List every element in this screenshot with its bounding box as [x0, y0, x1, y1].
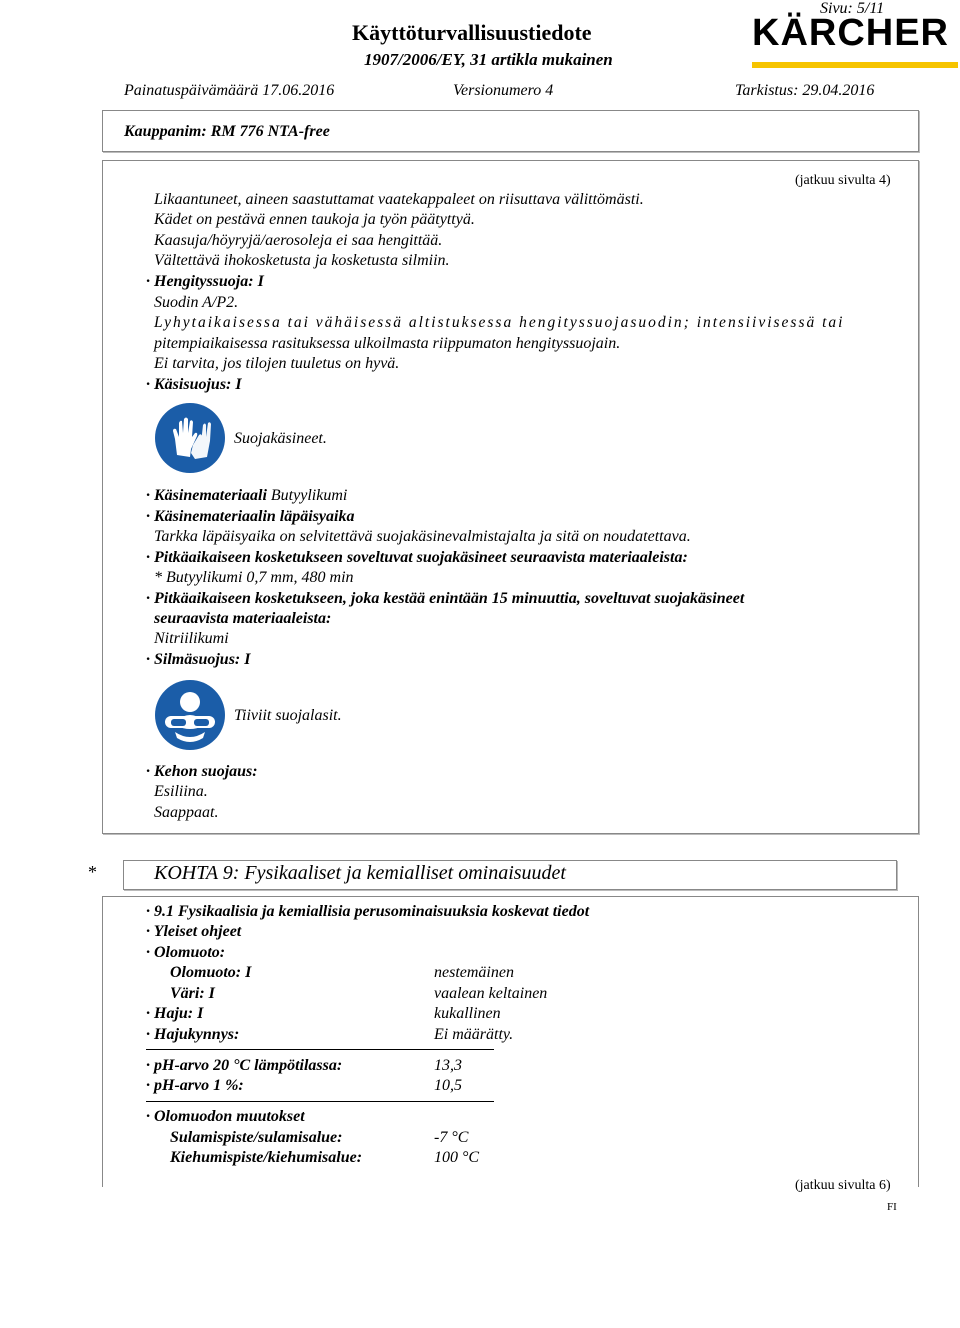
revision-date: Tarkistus: 29.04.2016: [735, 82, 875, 99]
penetration-label: · Käsinemateriaalin läpäisyaika: [146, 508, 355, 525]
state-changes-label: · Olomuodon muutokset: [146, 1108, 305, 1125]
appearance-label: · Olomuoto:: [146, 944, 226, 961]
gloves-icon: [155, 403, 225, 473]
table-divider: [146, 1101, 494, 1102]
property-value: 10,5: [434, 1077, 462, 1094]
property-label: · pH-arvo 1 %:: [146, 1077, 244, 1094]
text-line: Kaasuja/höyryjä/aerosoleja ei saa hengittää.: [154, 232, 443, 249]
property-value: 100 °C: [434, 1149, 480, 1166]
body-protection-label: · Kehon suojaus:: [146, 763, 258, 780]
property-value: 13,3: [434, 1057, 462, 1074]
karcher-logo: KÄRCHER: [752, 12, 949, 54]
section9-heading: KOHTA 9: Fysikaaliset ja kemialliset ominaisuudet: [154, 862, 566, 884]
eye-caption: Tiiviit suojalasit.: [234, 707, 342, 724]
continued-from: (jatkuu sivulta 4): [795, 173, 891, 188]
text-line: Vältettävä ihokosketusta ja kosketusta silmiin.: [154, 252, 450, 269]
print-date: Painatuspäivämäärä 17.06.2016: [124, 82, 335, 99]
respiratory-text: Ei tarvita, jos tilojen tuuletus on hyvä.: [154, 355, 400, 372]
property-label: · pH-arvo 20 °C lämpötilassa:: [146, 1057, 343, 1074]
property-value: vaalean keltainen: [434, 985, 548, 1002]
page-number: Sivu: 5/11: [820, 0, 885, 17]
short-contact-label-cont: seuraavista materiaaleista:: [154, 610, 332, 627]
document-title: Käyttöturvallisuustiedote: [352, 20, 592, 45]
property-value: nestemäinen: [434, 964, 514, 981]
respiratory-label: · Hengityssuoja: I: [146, 273, 264, 290]
property-label: Väri: I: [170, 985, 215, 1002]
short-contact-label: · Pitkäaikaiseen kosketukseen, joka kestää enintään 15 minuuttia, soveltuvat suojakäsineet: [146, 590, 745, 607]
table-divider: [146, 1049, 494, 1050]
eye-protection-label: · Silmäsuojus: I: [146, 651, 251, 668]
penetration-text: Tarkka läpäisyaika on selvitettävä suojakäsinevalmistajalta ja sitä on noudatettava.: [154, 528, 691, 545]
version-number: Versionumero 4: [453, 82, 554, 99]
general-info: · Yleiset ohjeet: [146, 923, 242, 940]
short-contact-value: Nitriilikumi: [154, 630, 229, 647]
hand-material-label: · Käsinemateriaali: [146, 487, 267, 504]
property-label: Olomuoto: I: [170, 964, 252, 981]
hand-material-value: Butyylikumi: [270, 487, 348, 504]
respiratory-filter: Suodin A/P2.: [154, 294, 239, 311]
language-code: FI: [887, 1201, 897, 1213]
respiratory-text: pitempiaikaisessa rasituksessa ulkoilmasta riippumaton hengityssuojain.: [154, 335, 621, 352]
change-star: *: [88, 862, 97, 882]
hand-material-row: [146, 487, 347, 505]
goggles-icon: [155, 680, 225, 750]
property-label: · Haju: I: [146, 1005, 204, 1022]
hand-caption: Suojakäsineet.: [234, 430, 327, 447]
property-label: · Hajukynnys:: [146, 1026, 240, 1043]
body-protection-value: Saappaat.: [154, 804, 219, 821]
text-line: Kädet on pestävä ennen taukoja ja työn päätyttyä.: [154, 211, 475, 228]
long-contact-value: * Butyylikumi 0,7 mm, 480 min: [154, 569, 354, 586]
hand-protection-label: · Käsisuojus: I: [146, 376, 242, 393]
respiratory-text: Lyhytaikaisessa tai vähäisessä altistuksessa hengityssuojasuodin; intensiivisessä tai: [154, 314, 845, 331]
property-label: Kiehumispiste/kiehumisalue:: [170, 1149, 363, 1166]
property-label: Sulamispiste/sulamisalue:: [170, 1129, 343, 1146]
document-subtitle: 1907/2006/EY, 31 artikla mukainen: [364, 50, 613, 69]
section9-subheading: · 9.1 Fysikaalisia ja kemiallisia perusominaisuuksia koskevat tiedot: [146, 903, 590, 920]
property-value: kukallinen: [434, 1005, 501, 1022]
property-value: Ei määrätty.: [434, 1026, 514, 1043]
trade-name: Kauppanim: RM 776 NTA-free: [124, 123, 330, 140]
long-contact-label: · Pitkäaikaiseen kosketukseen soveltuvat suojakäsineet seuraavista materiaaleista:: [146, 549, 688, 566]
continued-to: (jatkuu sivulta 6): [795, 1178, 891, 1193]
body-protection-value: Esiliina.: [154, 783, 208, 800]
text-line: Likaantuneet, aineen saastuttamat vaatekappaleet on riisuttava välittömästi.: [154, 191, 644, 208]
logo-yellow-bar: [752, 62, 958, 68]
property-value: -7 °C: [434, 1129, 469, 1146]
